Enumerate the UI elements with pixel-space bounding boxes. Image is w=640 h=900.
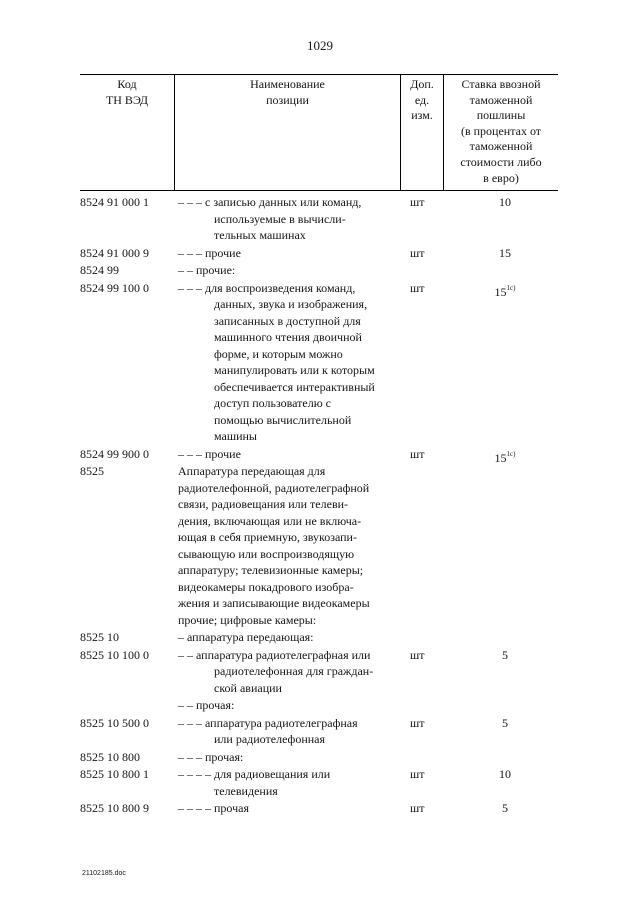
row-description-line [178, 446, 400, 463]
row-description-text: прочие [205, 446, 241, 461]
row-description-line: радиотелефонной, радиотелеграфной [178, 480, 370, 495]
row-description-line [178, 715, 400, 732]
row-rate [460, 280, 550, 301]
row-description-line: машинного чтения двоичной [214, 330, 362, 344]
row-code: 8525 10 100 0 [80, 647, 149, 662]
row-description-line: жения и записывающие видеокамеры [178, 596, 370, 610]
row-description-line: видеокамеры покадрового изобра- [178, 579, 354, 594]
table-body [80, 194, 558, 818]
row-unit: шт [410, 245, 425, 260]
table-row [80, 446, 558, 463]
row-description-line: прочие; цифровые камеры: [178, 612, 317, 627]
row-code: 8524 99 [80, 263, 119, 277]
row-description [178, 194, 400, 244]
row-description-line [178, 749, 400, 766]
row-code: 8524 99 100 0 [80, 280, 149, 295]
row-description [178, 800, 400, 817]
row-description [178, 245, 400, 262]
row-description-line: ской авиации [214, 680, 282, 695]
row-description-text: прочие: [196, 263, 236, 277]
row-code: 8525 [80, 464, 104, 478]
row-description-line [178, 262, 400, 279]
header-name: Наименование позиции [250, 77, 325, 107]
row-rate [460, 766, 550, 783]
table-row [80, 280, 558, 445]
row-description-line: данных, звука и изображения, [214, 297, 368, 311]
row-description-line: доступ пользователю с [214, 396, 332, 410]
row-rate-value: 15 [494, 284, 507, 299]
row-description [178, 463, 400, 628]
row-description [178, 280, 400, 445]
row-code: 8524 91 000 9 [80, 245, 149, 260]
table-row [80, 463, 558, 628]
header-code: Код ТН ВЭД [105, 77, 149, 107]
row-code: 8525 10 800 [80, 749, 140, 764]
header-unit: Доп. ед. изм. [410, 77, 434, 123]
row-code: 8525 10 [80, 630, 119, 644]
row-code: 8525 10 500 0 [80, 715, 149, 730]
row-description [178, 697, 400, 714]
row-dash: – – – [178, 715, 202, 730]
row-dash: – – – – [178, 767, 211, 781]
row-code: 8524 99 900 0 [80, 446, 149, 461]
row-rate-footnote: 1с) [506, 449, 516, 458]
row-code: 8525 10 800 1 [80, 767, 149, 781]
row-description-text: аппаратура передающая: [187, 630, 314, 644]
row-dash: – – – [178, 446, 202, 461]
row-rate-footnote: 1с) [506, 283, 516, 292]
table-row [80, 194, 558, 244]
row-description-text: прочие [205, 245, 241, 260]
table-row [80, 245, 558, 262]
row-description-line: форме, и которым можно [214, 346, 343, 361]
row-unit: шт [410, 715, 425, 730]
table-top-rule [80, 74, 558, 75]
row-description-text: прочая: [205, 749, 244, 764]
row-description [178, 715, 400, 748]
row-rate-value: 15 [494, 450, 507, 465]
row-description-line: обеспечивается интерактивный [214, 379, 375, 394]
row-rate [460, 194, 550, 211]
row-unit: шт [410, 767, 425, 781]
row-description-text: прочая [214, 801, 249, 815]
row-rate [460, 245, 550, 262]
table-row [80, 766, 558, 799]
row-rate [460, 647, 550, 664]
row-description-text: Аппаратура передающая для [178, 464, 326, 478]
row-rate-value: 5 [502, 801, 508, 815]
row-description-line: или радиотелефонная [214, 732, 326, 746]
row-description-line: сывающую или воспроизводящую [178, 546, 355, 561]
row-description-line: используемые в вычисли- [214, 211, 346, 226]
row-description-line: тельных машинах [214, 228, 306, 242]
row-description-line [178, 194, 400, 211]
row-code: 8525 10 800 9 [80, 801, 149, 815]
row-unit: шт [410, 801, 425, 815]
row-rate-value: 15 [499, 245, 511, 260]
row-dash: – [178, 630, 184, 644]
row-description-line [178, 463, 400, 480]
row-description [178, 629, 400, 646]
table-row [80, 749, 558, 766]
footer-filename: 21102185.doc [82, 870, 126, 877]
row-description [178, 766, 400, 799]
row-description-line: телевидения [214, 783, 278, 798]
row-description [178, 262, 400, 279]
row-description-line: помощью вычислительной [214, 412, 352, 427]
table-row [80, 629, 558, 646]
row-unit: шт [410, 446, 425, 461]
row-rate [460, 800, 550, 817]
row-unit: шт [410, 647, 425, 662]
row-description-text: с записью данных или команд, [205, 195, 362, 209]
row-description-line: манипулировать или к которым [214, 363, 375, 377]
row-dash: – – – [178, 245, 202, 260]
row-dash: – – – – [178, 801, 211, 815]
row-description-line: дения, включающая или не включа- [178, 513, 362, 528]
table-row [80, 262, 558, 279]
row-description-line: машины [214, 429, 257, 443]
row-description-line: радиотелефонная для граждан- [214, 664, 374, 678]
row-description-line [178, 629, 400, 646]
row-unit: шт [410, 280, 425, 295]
row-description [178, 749, 400, 766]
row-dash: – – [178, 647, 193, 662]
table-row [80, 697, 558, 714]
row-description-text: для радиовещания или [214, 767, 331, 781]
row-dash: – – – [178, 195, 202, 209]
row-description-line [178, 647, 400, 664]
row-description-text: для воспроизведения команд, [205, 280, 356, 295]
row-rate-value: 10 [499, 767, 511, 781]
row-dash: – – [178, 698, 193, 712]
header-rate: Ставка ввозной таможенной пошлины (в процентах от таможенной стоимости либо в евро) [460, 77, 542, 185]
row-unit: шт [410, 195, 425, 209]
row-description-line: аппаратуру; телевизионные камеры; [178, 563, 364, 577]
row-description [178, 647, 400, 697]
row-description-line [178, 697, 400, 714]
row-rate [460, 715, 550, 732]
row-description-line: связи, радиовещания или телеви- [178, 497, 349, 511]
row-description-text: аппаратура радиотелеграфная [205, 715, 358, 730]
row-description-line [178, 766, 400, 783]
row-description-line [178, 245, 400, 262]
row-rate-value: 5 [502, 647, 508, 662]
table-row [80, 800, 558, 817]
row-rate-value: 10 [499, 195, 511, 209]
row-dash: – – – [178, 749, 202, 764]
row-description-line [178, 800, 400, 817]
row-dash: – – [178, 263, 193, 277]
table-row [80, 647, 558, 697]
row-description-text: прочая: [196, 698, 235, 712]
table-row [80, 715, 558, 748]
row-description-line [178, 280, 400, 297]
row-description-text: аппаратура радиотелеграфная или [196, 647, 371, 662]
header-bottom-rule [80, 190, 558, 191]
page-number: 1029 [307, 38, 333, 53]
row-description [178, 446, 400, 463]
row-dash: – – – [178, 280, 202, 295]
row-rate-value: 5 [502, 715, 508, 730]
row-description-line: записанных в доступной для [214, 313, 361, 328]
row-description-line: ющая в себя приемную, звукозапи- [178, 530, 357, 544]
row-code: 8524 91 000 1 [80, 195, 149, 209]
